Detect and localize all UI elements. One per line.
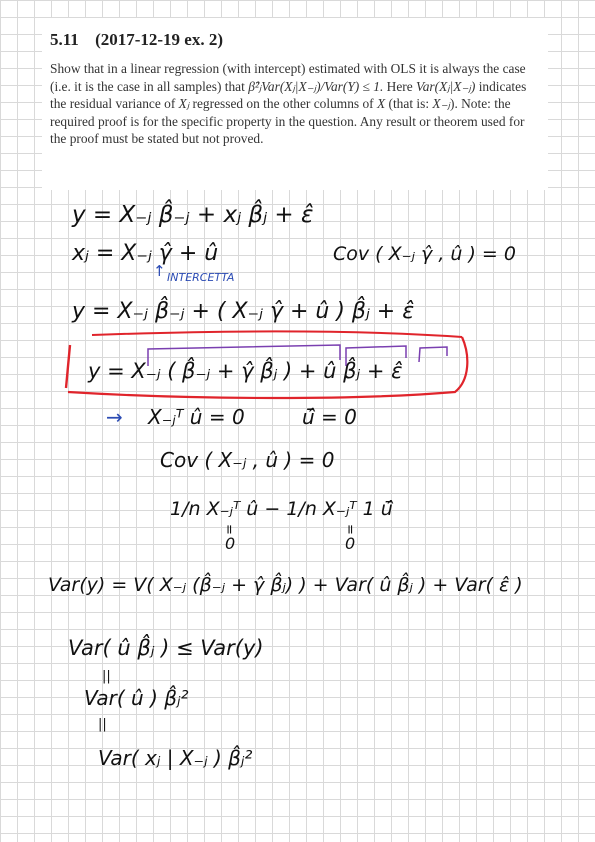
statement-formula: X₋ⱼ: [432, 96, 450, 112]
hw-line-variance-decomp: Var(y) = V( X₋ⱼ (β̂₋ⱼ + γ̂ β̂ⱼ) ) + Var( û β̂ⱼ ) + Var( ε̂ ): [48, 574, 523, 596]
hw-equals-vertical: ||: [102, 669, 111, 684]
statement-text: ). Note: the required proof is for the specific property in the question. Any result or theorem used for the proof must be stated but not proved.: [50, 96, 525, 147]
hw-line-mean-zero: ū̂ = 0: [302, 405, 357, 429]
hw-line-residual-variance: Var( xⱼ | X₋ⱼ ) β̂ⱼ²: [98, 746, 253, 770]
statement-text: Show that in a linear regression (with intercept) estimated with OLS it is always the case (i.e. it is the case in all samples) that: [50, 61, 526, 94]
statement-text: Here: [383, 78, 417, 94]
hw-line-cov: Cov ( X₋ⱼ , û ) = 0: [160, 448, 335, 472]
statement-formula: β̂²ⱼVar(Xⱼ|X₋ⱼ)/Var(Y) ≤ 1.: [248, 78, 384, 94]
hw-line-substitution: y = X₋ⱼ β̂₋ⱼ + ( X₋ⱼ γ̂ + û ) β̂ⱼ + ε̂: [72, 299, 415, 324]
hw-equals-mark: =: [342, 524, 357, 535]
hw-line-inequality: Var( û β̂ⱼ ) ≤ Var(y): [68, 636, 264, 660]
hw-equals-mark: =: [221, 524, 236, 535]
red-box-top: [92, 331, 462, 337]
hw-line-decomposition: y = X₋ⱼ ( β̂₋ⱼ + γ̂ β̂ⱼ ) + û β̂ⱼ + ε̂: [88, 359, 403, 383]
hw-line-var-residual: Var( û ) β̂ⱼ²: [84, 686, 189, 710]
statement-text: (that is:: [385, 96, 433, 112]
hw-equals-vertical: ||: [98, 717, 107, 732]
statement-text: regressed on the other columns of: [189, 96, 377, 112]
statement-text: indicates the residual variance of: [50, 78, 527, 112]
hw-zero-2: 0: [345, 534, 356, 553]
exercise-source: (2017-12-19 ex. 2): [95, 30, 224, 49]
hw-line-sample-cov: 1/n X₋ⱼᵀ û − 1/n X₋ⱼᵀ 1 ū̂: [170, 498, 393, 520]
hw-arrow-up: ↑: [153, 262, 166, 280]
hw-zero-1: 0: [225, 534, 236, 553]
purple-bracket-3: [419, 347, 447, 362]
statement-formula: X: [376, 96, 386, 112]
arrow-icon: →: [106, 405, 123, 429]
hw-note-intercept: INTERCETTA: [167, 271, 235, 284]
statement-formula: Xⱼ: [178, 96, 190, 112]
statement-formula: Var(Xⱼ|X₋ⱼ): [416, 78, 476, 94]
hw-line-model: y = X₋ⱼ β̂₋ⱼ + xⱼ β̂ⱼ + ε̂: [72, 202, 314, 228]
hw-line-cov-zero: Cov ( X₋ⱼ γ̂ , û ) = 0: [333, 243, 516, 265]
red-box-left: [66, 345, 70, 388]
hw-line-auxiliary: xⱼ = X₋ⱼ γ̂ + û: [72, 241, 219, 266]
exercise-number: 5.11: [50, 30, 79, 49]
hw-line-orthogonality: X₋ⱼᵀ û = 0: [148, 405, 245, 429]
